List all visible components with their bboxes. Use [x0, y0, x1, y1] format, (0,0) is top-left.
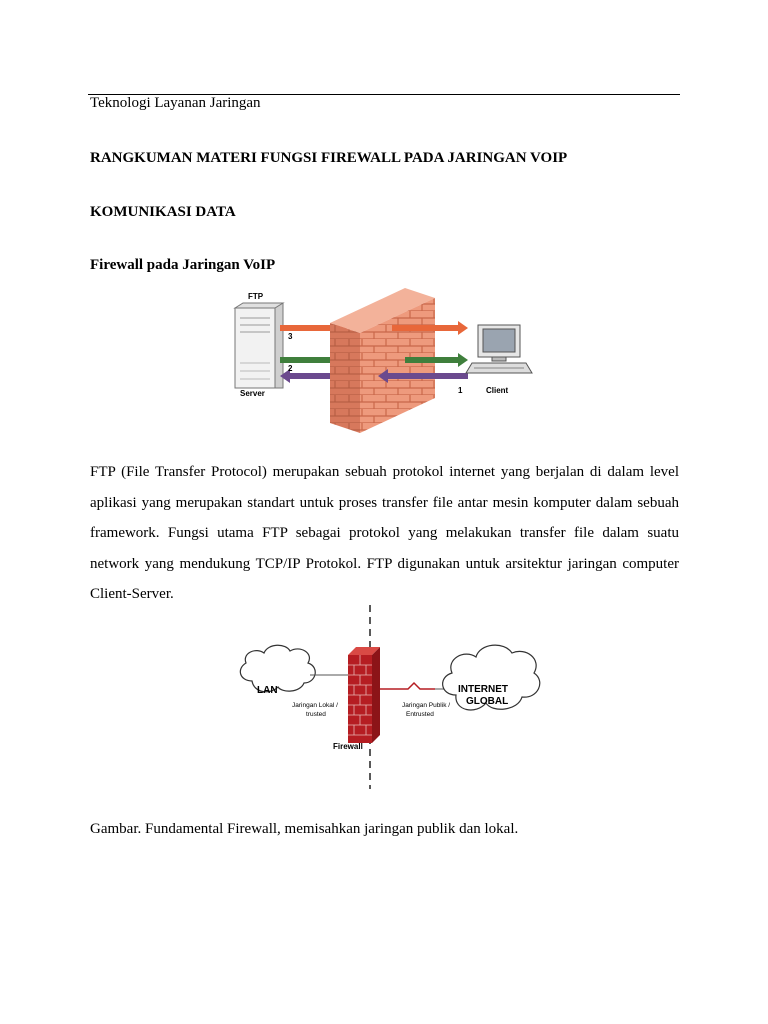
local-trusted-label: trusted — [306, 711, 326, 718]
server-label: Server — [240, 389, 265, 398]
page-header: Teknologi Layanan Jaringan — [90, 95, 261, 111]
public-network-label: Jaringan Publik / — [402, 702, 451, 709]
lan-cloud-icon — [240, 645, 315, 692]
section-heading: Firewall pada Jaringan VoIP — [90, 257, 276, 273]
fundamental-firewall-figure — [230, 603, 545, 791]
client-computer-icon — [466, 325, 532, 373]
local-network-label: Jaringan Lokal / — [292, 702, 338, 709]
figure-caption: Gambar. Fundamental Firewall, memisahkan jaringan publik dan lokal. — [90, 821, 519, 837]
step-1-label: 1 — [458, 386, 463, 395]
lan-label: LAN — [257, 685, 278, 696]
main-heading: RANGKUMAN MATERI FUNGSI FIREWALL PADA JARINGAN VOIP — [90, 150, 568, 166]
public-entrusted-label: Entrusted — [406, 711, 434, 718]
server-icon — [235, 303, 283, 388]
step-2-label: 2 — [288, 364, 293, 373]
step-3-label: 3 — [288, 332, 293, 341]
ftp-paragraph: FTP (File Transfer Protocol) merupakan sebuah protokol internet yang berjalan di dalam level aplikasi yang merupakan standart untuk proses transfer file antar mesin komputer dalam sebuah framework. Fungsi utama FTP sebagai protokol yang melakukan transfer file dalam suatu network yang mendukung TCP/IP Protokol. FTP digunakan untuk arsitektur jaringan computer Client-Server. — [90, 464, 679, 602]
internet-label-line2: GLOBAL — [466, 696, 509, 707]
ftp-firewall-figure — [230, 283, 540, 433]
ftp-label: FTP — [248, 292, 264, 301]
red-firewall-icon — [348, 647, 380, 743]
firewall-label: Firewall — [333, 742, 363, 751]
internet-label-line1: INTERNET — [458, 684, 508, 695]
sub-heading: KOMUNIKASI DATA — [90, 204, 236, 220]
client-label: Client — [486, 386, 509, 395]
